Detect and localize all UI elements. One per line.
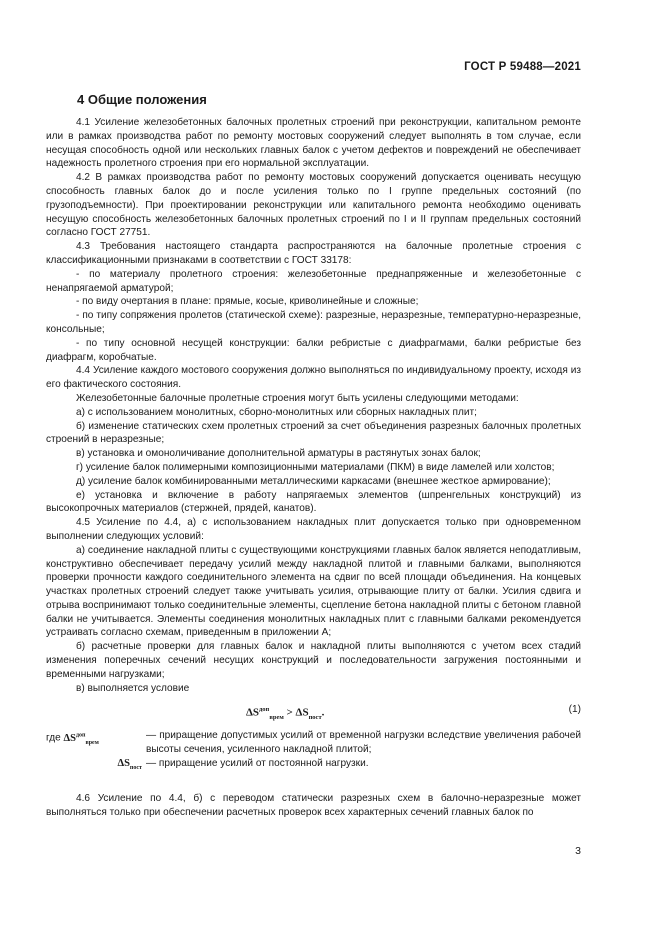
condition-b: б) расчетные проверки для главных балок и накладной плиты выполняются с учетом всех стадий изменения поперечных сечений несущих конструкций и последовательности загружения постоянными и временными нагрузками; [46,641,581,680]
paragraph-4-5: 4.5 Усиление по 4.4, а) с использованием накладных плит допускается только при одновременном выполнении следующих условий: [46,517,581,542]
section-title: 4 Общие положения [77,92,207,107]
list-item-plan-shape: - по виду очертания в плане: прямые, косые, криволинейные и сложные; [76,296,419,308]
method-c: в) установка и омоноличивание дополнительной арматуры в растянутых зонах балок; [76,448,481,460]
paragraph-4-4: 4.4 Усиление каждого мостового сооружения должно выполняться по индивидуальному проекту, исходя из его фактического состояния. [46,365,581,391]
method-e: д) усиление балок комбинированными металлическими каркасами (внешнее жесткое армирование); [76,475,551,487]
legend-text-2: — приращение усилий от постоянной нагрузки. [146,758,369,770]
formula-1 [246,703,324,725]
method-a: а) с использованием монолитных, сборно-монолитных или сборных накладных плит; [76,406,477,418]
method-f: е) установка и включение в работу напрягаемых элементов (шпренгельных конструкций) из высокопрочных материалов (стержней, прядей, канатов). [46,489,581,515]
formula-block [46,695,581,727]
paragraph-4-6: 4.6 Усиление по 4.4, б) с переводом статически разрезных схем в балочно-неразрезные может выполняться только при обеспечении расчетных проверок всех характерных сечений главных балок по [46,792,581,818]
legend-prefix: где [46,732,61,744]
legend-text-1: — приращение допустимых усилий от временной нагрузки вследствие увеличения рабочей высоты сечения, усиленного накладной плитой; [146,730,581,756]
paragraph-4-3: 4.3 Требования настоящего стандарта распространяются на балочные пролетные строения с классификационными признаками в соответствии с ГОСТ 33178: [46,241,581,266]
list-item-static-scheme: - по типу сопряжения пролетов (статической схеме): разрезные, неразрезные, температурно-неразрезные, консольные; [46,310,581,335]
paragraph-4-2: 4.2 В рамках производства работ по ремонту мостовых сооружений допускается оценивать несущую способность главных балок до и после усиления только по I группе предельных состояний (по грузоподъемности). При проектировании реконструкции или капитального ремонта необходимо оценивать несущую способность железобетонных балочных пролетных строений по I и II группам предельных состояний согласно ГОСТ 27751. [46,172,581,239]
list-item-structure-type: - по типу основной несущей конструкции: балки ребристые с диафрагмами, балки ребристые без диафрагм, коробчатые. [46,337,581,363]
formula-lhs-sup: доп [259,706,270,714]
condition-c: в) выполняется условие [76,682,190,694]
paragraph-4-4-intro: Железобетонные балочные пролетные строения могут быть усилены следующими методами: [76,392,519,404]
document-header: ГОСТ Р 59488—2021 [464,61,581,73]
formula-rhs-symbol: ΔS [295,707,309,720]
formula-lhs-sub: врем [269,714,284,722]
legend-row-1 [46,729,581,757]
method-b: б) изменение статических схем пролетных строений за счет объединения разрезных балочных пролетных строений в неразрезные; [46,420,581,446]
list-item-material: - по материалу пролетного строения: железобетонные преднапряженные и железобетонные с ненапрягаемой арматурой; [46,268,581,294]
formula-legend [46,729,581,775]
page-number: 3 [575,845,581,857]
formula-operator: > [283,707,296,720]
legend-row-2 [46,757,581,776]
legend-symbol-1: $\Delta S^{доп}_{врем}$ [63,732,99,747]
document-body [46,116,581,820]
formula-lhs-symbol: ΔS [246,707,260,720]
formula-tail: . [321,707,325,720]
paragraph-4-1: 4.1 Усиление железобетонных балочных пролетных строений при реконструкции, капитальном ремонте или в рамках производства работ по ремонту мостовых сооружений следует выполнять в том случае, если несущая способность одной или нескольких главных балок с учетом дефектов и повреждений не обеспечивает надежность пролетного строения при его нормальной эксплуатации. [46,117,581,170]
method-d: г) усиление балок полимерными композиционными материалами (ПКМ) в виде ламелей или холстов; [76,461,555,473]
formula-number: (1) [568,704,581,716]
legend-symbol-2: $\Delta S_{пост}$ [117,758,142,772]
condition-a: а) соединение накладной плиты с существующими конструкциями главных балок является неподатливым, конструктивно обеспечивает передачу усилий между накладной плитой и главными балками, выполняются проверки прочности каждого соединительного элемента на сдвиг по всей площади объединения. На концевых участках пролетных строений следует также учитывать усилия, отрывающие плиту от балки. Усилия сдвига и отрыва воспринимают только соединительные элементы, сцепление бетона накладной плиты с бетоном главной балки не учитывается. Элементы соединения монолитных накладных плит с главными балками рекомендуется устраивать согласно схемам, приведенным в приложении А; [46,544,581,639]
formula-rhs-sub: пост [308,714,322,722]
